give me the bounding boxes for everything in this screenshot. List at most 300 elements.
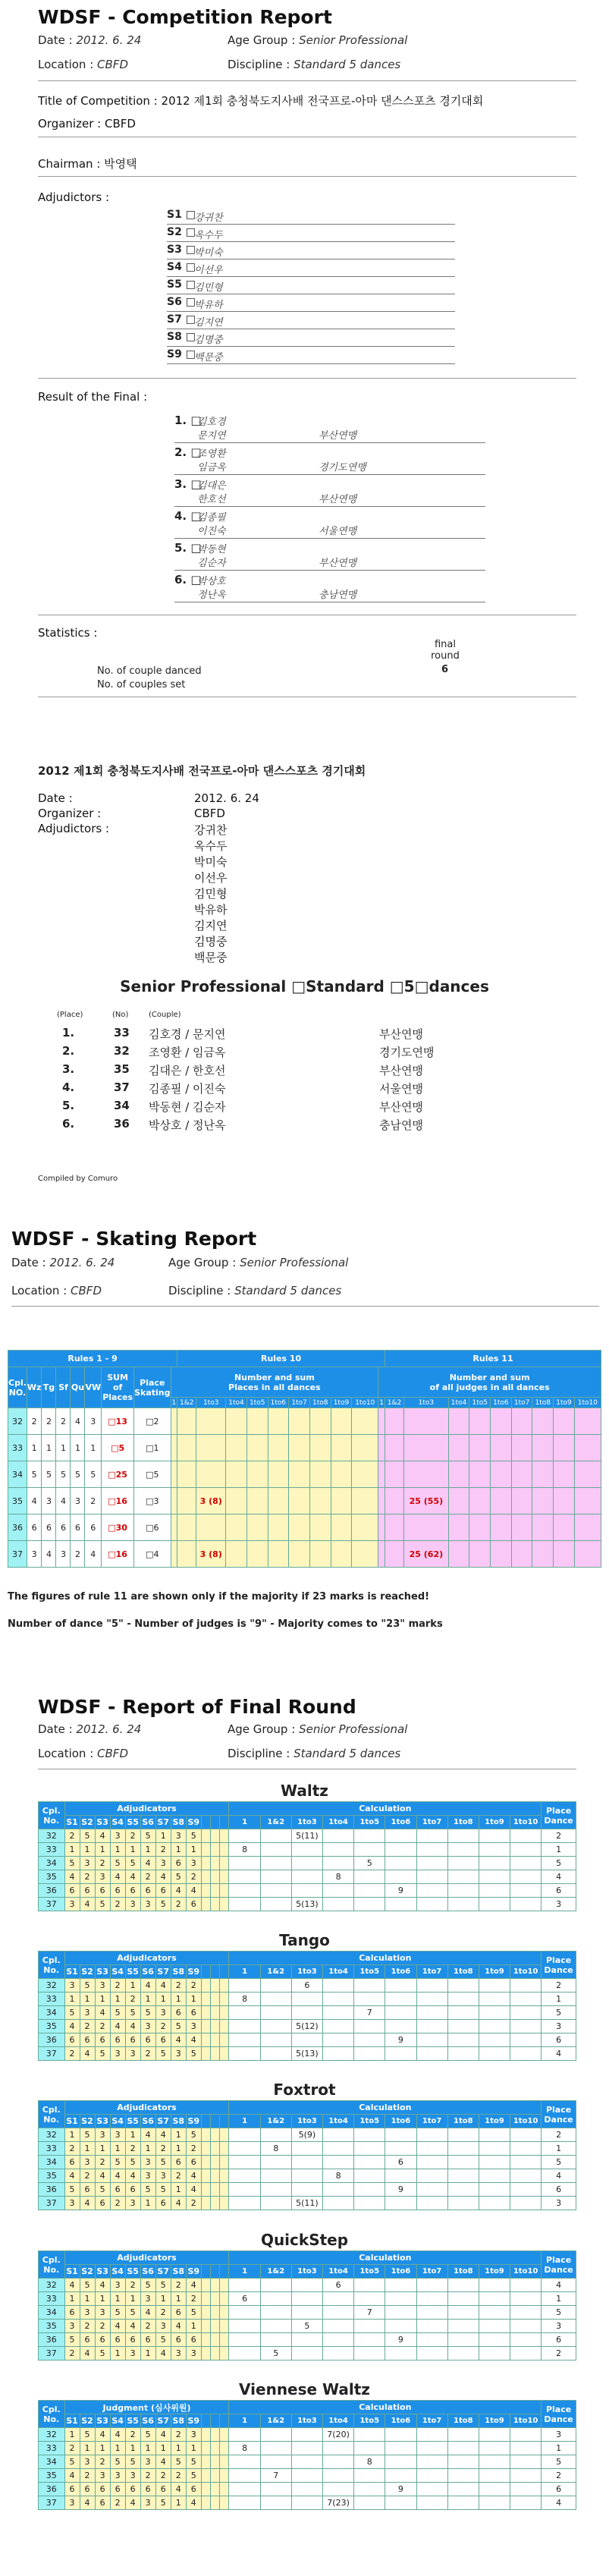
- rule10-cell: [309, 1461, 331, 1488]
- adjudicator-code: S6 □: [167, 296, 196, 308]
- calc-cell: 8: [323, 1870, 354, 1884]
- dance-title: QuickStep: [260, 2231, 349, 2249]
- judge-mark-empty: [220, 1884, 229, 1898]
- rules-10-subheader-line2: Places in all dances: [228, 1382, 321, 1392]
- calc-col-header: 1to5: [354, 1965, 385, 1979]
- rule10-cell: [289, 1541, 310, 1568]
- calc-cell: [385, 1993, 416, 2006]
- judge-mark-empty: [211, 1829, 220, 1843]
- judge-header: S1: [64, 1816, 80, 1829]
- place-dance: 1: [542, 1843, 576, 1857]
- calc-cell: [385, 2006, 416, 2020]
- rule11-cell: [532, 1435, 554, 1461]
- judge-header-empty: [201, 2414, 210, 2428]
- judge-mark: 1: [95, 1843, 110, 1857]
- dance-row: [39, 2033, 576, 2047]
- calc-cell: [479, 2333, 510, 2347]
- calc-cell: [229, 2047, 260, 2061]
- summary-couple: 김종필 / 이진숙: [149, 1082, 226, 1096]
- calc-col-header: 1&2: [260, 2265, 291, 2279]
- calc-cell: [229, 2197, 260, 2210]
- judge-mark: 6: [125, 1884, 140, 1898]
- calc-cell: [229, 2169, 260, 2183]
- judge-mark: 2: [186, 1870, 201, 1884]
- judge-mark: 3: [80, 2455, 95, 2469]
- judge-mark-empty: [220, 2428, 229, 2442]
- fr-date-label: Date :: [38, 1722, 73, 1736]
- judge-header-empty: [220, 2414, 229, 2428]
- calc-cell: [510, 2347, 542, 2361]
- judge-mark: 2: [155, 2020, 171, 2033]
- calc-cell: [479, 1843, 510, 1857]
- skating-row: [8, 1461, 601, 1488]
- judge-mark: 1: [140, 2142, 155, 2156]
- calc-cell: [416, 2428, 447, 2442]
- rules-11-subheader-line2: of all judges in all dances: [429, 1382, 550, 1392]
- calc-cell: [479, 2455, 510, 2469]
- couple-number: 32: [39, 2128, 65, 2142]
- rule10-cell: [226, 1435, 247, 1461]
- judge-mark: 6: [95, 2483, 110, 2496]
- calc-col-header: 1to8: [447, 1965, 479, 1979]
- judge-mark: 3: [64, 1898, 80, 1911]
- calc-cell: [447, 2197, 479, 2210]
- dance-row: [39, 1857, 576, 1870]
- judge-mark-empty: [220, 2142, 229, 2156]
- final-result-label: Result of the Final :: [38, 390, 148, 404]
- adjudicator-row: [167, 331, 455, 347]
- judge-mark: 1: [95, 2142, 110, 2156]
- summary-club: 서울연맹: [379, 1082, 423, 1096]
- calc-col-header: 1to8: [447, 2115, 479, 2128]
- judge-mark: 4: [171, 2320, 186, 2333]
- judge-mark: 2: [64, 2142, 80, 2156]
- rule10-cell: [196, 1461, 226, 1488]
- calc-col-header: 1to7: [416, 2115, 447, 2128]
- calc-cell: [229, 2183, 260, 2197]
- dance-row: [39, 2333, 576, 2347]
- final-round-title: WDSF - Report of Final Round: [38, 1696, 356, 1718]
- judge-mark: 5: [155, 2183, 171, 2197]
- calc-col-header: 1to7: [416, 2265, 447, 2279]
- rule11-cell: [574, 1541, 601, 1568]
- calc-col-header: 1to8: [309, 1398, 331, 1408]
- judge-mark: 4: [64, 1870, 80, 1884]
- calc-cell: [479, 1857, 510, 1870]
- judge-mark: 5: [110, 1857, 125, 1870]
- place-dance-header: Place Dance: [542, 2101, 576, 2128]
- calc-col-header: 1to5: [246, 1398, 268, 1408]
- dance-place: 2: [85, 1488, 102, 1514]
- judge-mark-empty: [201, 2306, 210, 2320]
- calc-cell: [260, 2169, 291, 2183]
- calc-cell: [354, 2197, 385, 2210]
- rule10-cell: [268, 1408, 289, 1435]
- rule10-cell: [177, 1435, 196, 1461]
- judge-mark-empty: [211, 2128, 220, 2142]
- calc-cell: [416, 2006, 447, 2020]
- judge-mark: 6: [171, 1857, 186, 1870]
- summary-club: 충남연맹: [379, 1118, 423, 1132]
- rule11-cell: [469, 1488, 491, 1514]
- calc-cell: 9: [385, 1884, 416, 1898]
- calc-col-header: 1to10: [510, 2115, 542, 2128]
- judge-mark: 4: [110, 2428, 125, 2442]
- judge-mark-empty: [211, 2347, 220, 2361]
- summary-adjudicator: 김지연: [194, 919, 228, 933]
- adjudicators-header: Adjudicators: [64, 1802, 229, 1816]
- rule10-cell: [331, 1514, 352, 1541]
- fr-age-label: Age Group :: [228, 1722, 296, 1736]
- adjudicators-label: Adjudictors :: [38, 190, 109, 204]
- judge-mark-empty: [211, 2183, 220, 2197]
- judge-mark: 6: [95, 2496, 110, 2510]
- summary-date-value: 2012. 6. 24: [194, 791, 259, 805]
- judge-header: S5: [125, 2115, 140, 2128]
- place-dance-header: Place Dance: [542, 1952, 576, 1979]
- skating-location-value: CBFD: [71, 1284, 102, 1297]
- dance-place: 6: [27, 1514, 42, 1541]
- calc-cell: [323, 1993, 354, 2006]
- rule11-cell: [469, 1435, 491, 1461]
- judge-header: S3: [95, 2414, 110, 2428]
- summary-adjudicator: 옥수두: [194, 839, 228, 853]
- judge-mark: 4: [110, 2320, 125, 2333]
- judge-mark: 5: [155, 1898, 171, 1911]
- calc-cell: [385, 1843, 416, 1857]
- judge-mark-empty: [220, 1993, 229, 2006]
- fr-discipline-value: Standard 5 dances: [294, 1747, 401, 1760]
- judge-mark: 4: [155, 2428, 171, 2442]
- judge-mark-empty: [201, 2156, 210, 2169]
- dance-row: [39, 2279, 576, 2292]
- judge-header-empty: [211, 2414, 220, 2428]
- skating-note-1: The figures of rule 11 are shown only if the majority if 23 marks is reached!: [8, 1591, 430, 1603]
- judge-mark: 3: [80, 1857, 95, 1870]
- judge-mark: 3: [140, 1898, 155, 1911]
- judge-mark-empty: [201, 1829, 210, 1843]
- calc-cell: 6: [385, 2156, 416, 2169]
- place-dance-header: Place Dance: [542, 2401, 576, 2428]
- judge-mark-empty: [211, 1884, 220, 1898]
- judge-mark: 2: [171, 2279, 186, 2292]
- judge-mark: 2: [80, 1870, 95, 1884]
- final-partner-1: 김대은: [197, 480, 226, 492]
- calc-cell: [416, 2333, 447, 2347]
- rule11-cell: [385, 1541, 404, 1568]
- calc-col-header: 1to6: [385, 2414, 416, 2428]
- chairman-label: Chairman :: [38, 157, 101, 171]
- judge-mark: 2: [64, 2047, 80, 2061]
- dance-place: 2: [56, 1408, 71, 1435]
- dance-col-header: Tg: [42, 1367, 56, 1408]
- place-skating: □4: [134, 1541, 171, 1568]
- rule11-cell: [378, 1488, 385, 1514]
- rules-1-9-header: Rules 1 - 9: [8, 1351, 177, 1367]
- judge-mark: 4: [80, 2496, 95, 2510]
- judge-mark-empty: [201, 2292, 210, 2306]
- judge-mark-empty: [201, 1898, 210, 1911]
- calc-cell: [229, 2455, 260, 2469]
- calc-cell: [479, 2428, 510, 2442]
- summary-number: 37: [114, 1080, 130, 1094]
- calc-col-header: 1to3: [291, 1816, 322, 1829]
- adjudicator-row: [167, 278, 455, 294]
- judge-mark: 4: [171, 2197, 186, 2210]
- rule10-cell: [177, 1408, 196, 1435]
- summary-place: 1.: [62, 1026, 75, 1040]
- adjudicator-name: 김민형: [194, 282, 223, 294]
- calc-cell: [229, 2142, 260, 2156]
- calc-cell: 9: [385, 2183, 416, 2197]
- judge-mark-empty: [211, 2496, 220, 2510]
- summary-adjudicator: 강귀찬: [194, 823, 228, 837]
- rule10-cell: [171, 1461, 177, 1488]
- judge-mark-empty: [201, 2020, 210, 2033]
- calc-cell: [260, 2279, 291, 2292]
- judge-mark-empty: [201, 2197, 210, 2210]
- judge-mark: 3: [95, 2469, 110, 2483]
- divider: [38, 80, 576, 81]
- judge-mark: 3: [186, 2020, 201, 2033]
- place-dance: 5: [542, 1857, 576, 1870]
- calc-cell: 9: [385, 2333, 416, 2347]
- calc-cell: [229, 2033, 260, 2047]
- judge-mark: 6: [80, 2033, 95, 2047]
- calc-cell: [479, 1993, 510, 2006]
- calc-col-header: 1to3: [291, 2265, 322, 2279]
- calc-cell: [385, 2320, 416, 2333]
- rule11-cell: [448, 1435, 469, 1461]
- judge-mark: 5: [125, 1857, 140, 1870]
- calc-cell: [416, 2306, 447, 2320]
- final-partner-1: 박동현: [197, 544, 226, 555]
- summary-number: 35: [114, 1062, 130, 1076]
- rule11-cell: [574, 1435, 601, 1461]
- judge-mark: 2: [171, 2469, 186, 2483]
- calc-cell: [510, 1843, 542, 1857]
- calc-cell: [510, 2320, 542, 2333]
- calc-cell: [323, 1857, 354, 1870]
- judge-mark-empty: [201, 2142, 210, 2156]
- col-couple-header: (Couple): [149, 1011, 181, 1019]
- judge-mark: 1: [155, 2292, 171, 2306]
- skating-age-field: [168, 1256, 348, 1269]
- judge-mark: 3: [171, 1829, 186, 1843]
- judge-mark: 2: [140, 2469, 155, 2483]
- rule11-cell: [385, 1488, 404, 1514]
- judge-mark: 5: [95, 1898, 110, 1911]
- place-dance: 4: [542, 2169, 576, 2183]
- summary-number: 33: [114, 1026, 130, 1040]
- calc-cell: [416, 2020, 447, 2033]
- judge-mark: 1: [95, 1993, 110, 2006]
- judge-mark: 6: [64, 2156, 80, 2169]
- rule11-cell: [491, 1435, 512, 1461]
- calc-cell: [291, 1857, 322, 1870]
- calc-cell: [323, 1829, 354, 1843]
- judge-mark-empty: [220, 1857, 229, 1870]
- place-dance: 3: [542, 2020, 576, 2033]
- calc-col-header: 1to10: [510, 1965, 542, 1979]
- title-of-competition: [38, 93, 483, 109]
- judge-mark: 1: [186, 1843, 201, 1857]
- place-dance: 3: [542, 2320, 576, 2333]
- judge-mark: 3: [155, 2320, 171, 2333]
- judge-mark: 6: [64, 2306, 80, 2320]
- adjudicators-header: Adjudicators: [64, 2101, 229, 2115]
- calc-cell: [510, 2306, 542, 2320]
- calc-cell: [416, 2128, 447, 2142]
- place-dance: 3: [542, 2197, 576, 2210]
- rule10-cell: [289, 1488, 310, 1514]
- judge-mark: 6: [80, 1884, 95, 1898]
- calc-col-header: 1to4: [323, 2115, 354, 2128]
- judge-header: S1: [64, 2414, 80, 2428]
- judge-mark: 1: [95, 2442, 110, 2455]
- dance-row: [39, 2006, 576, 2020]
- rule10-cell: [268, 1461, 289, 1488]
- judge-mark: 6: [110, 2033, 125, 2047]
- rule11-cell: [378, 1514, 385, 1541]
- judge-mark: 3: [171, 2347, 186, 2361]
- calc-cell: [479, 2156, 510, 2169]
- calc-col-header: 1to9: [479, 1965, 510, 1979]
- judge-mark-empty: [201, 2496, 210, 2510]
- skating-date-field: [11, 1256, 115, 1269]
- dance-table: [38, 2400, 576, 2510]
- calc-cell: [291, 2496, 322, 2510]
- calc-cell: [229, 1898, 260, 1911]
- place-dance: 6: [542, 2033, 576, 2047]
- calc-cell: 5(13): [291, 1898, 322, 1911]
- calc-col-header: 1to8: [447, 2265, 479, 2279]
- judge-mark-empty: [220, 2006, 229, 2020]
- rule10-cell: [268, 1435, 289, 1461]
- judge-mark: 2: [125, 1829, 140, 1843]
- judge-mark: 1: [110, 2292, 125, 2306]
- calculation-header: Calculation: [229, 2251, 542, 2265]
- calc-cell: [354, 2142, 385, 2156]
- summary-couple: 김대은 / 한호선: [149, 1064, 226, 1077]
- judge-mark-empty: [220, 1979, 229, 1993]
- calc-cell: [447, 2292, 479, 2306]
- rule10-cell: [309, 1488, 331, 1514]
- calc-cell: [354, 2320, 385, 2333]
- couple-number: 36: [8, 1514, 27, 1541]
- judge-mark: 5: [171, 2020, 186, 2033]
- skating-discipline-value: Standard 5 dances: [234, 1284, 342, 1297]
- judge-mark-empty: [220, 2020, 229, 2033]
- judge-mark: 3: [95, 1979, 110, 1993]
- judge-mark: 4: [64, 2279, 80, 2292]
- couple-number: 37: [39, 2496, 65, 2510]
- rule11-cell: [511, 1514, 532, 1541]
- calc-cell: 5(12): [291, 2020, 322, 2033]
- calc-cell: [510, 1993, 542, 2006]
- rule10-cell: 3 (8): [196, 1488, 226, 1514]
- judge-mark: 2: [80, 2469, 95, 2483]
- dance-place: 4: [71, 1408, 85, 1435]
- judge-mark: 5: [140, 2183, 155, 2197]
- judge-header-empty: [220, 2115, 229, 2128]
- calc-cell: [510, 2156, 542, 2169]
- judge-mark: 4: [110, 2020, 125, 2033]
- judge-mark: 4: [95, 2428, 110, 2442]
- calc-cell: [416, 2183, 447, 2197]
- final-round-header: [426, 639, 464, 662]
- final-place: 1. □: [174, 414, 202, 427]
- judge-mark: 6: [95, 2197, 110, 2210]
- couple-number: 32: [39, 2279, 65, 2292]
- judge-mark: 6: [80, 2183, 95, 2197]
- final-partner-1: 조영환: [197, 448, 226, 460]
- cpl-no-header: Cpl. No.: [39, 1802, 65, 1829]
- judge-mark-empty: [201, 2279, 210, 2292]
- rule11-cell: [385, 1435, 404, 1461]
- calc-cell: [323, 2183, 354, 2197]
- judge-mark: 3: [80, 2306, 95, 2320]
- rule10-cell: [352, 1435, 378, 1461]
- couple-number: 33: [39, 2442, 65, 2455]
- fr-discipline-label: Discipline :: [228, 1747, 290, 1760]
- sum-of-places: □16: [102, 1488, 134, 1514]
- judge-mark-empty: [220, 1898, 229, 1911]
- judge-header: S2: [80, 2115, 95, 2128]
- place-dance: 5: [542, 2455, 576, 2469]
- judge-mark: 3: [125, 2197, 140, 2210]
- calc-cell: 9: [385, 2483, 416, 2496]
- judge-mark-empty: [220, 2483, 229, 2496]
- calc-col-header: 1to10: [510, 2414, 542, 2428]
- rule11-cell: 25 (55): [404, 1488, 449, 1514]
- calc-cell: [354, 2483, 385, 2496]
- calc-col-header: 1to4: [226, 1398, 247, 1408]
- couple-number: 36: [39, 2183, 65, 2197]
- couple-number: 37: [39, 2047, 65, 2061]
- calc-cell: [416, 2455, 447, 2469]
- date-value: 2012. 6. 24: [76, 33, 142, 47]
- calc-col-header: 1to6: [385, 1965, 416, 1979]
- place-skating: □6: [134, 1514, 171, 1541]
- calc-cell: [291, 2033, 322, 2047]
- judge-mark: 3: [110, 1829, 125, 1843]
- judge-mark: 4: [186, 2183, 201, 2197]
- calc-cell: [354, 1870, 385, 1884]
- dance-row: [39, 2197, 576, 2210]
- calc-cell: 8: [229, 2442, 260, 2455]
- judge-mark: 4: [186, 2496, 201, 2510]
- judge-mark: 1: [80, 1993, 95, 2006]
- calc-cell: [323, 2469, 354, 2483]
- calc-cell: [510, 2442, 542, 2455]
- calc-col-header: 1to3: [196, 1398, 226, 1408]
- judge-header: S9: [186, 2265, 201, 2279]
- fr-age-field: [228, 1722, 407, 1736]
- calc-cell: [447, 2442, 479, 2455]
- calc-cell: [229, 2469, 260, 2483]
- calc-cell: [354, 1843, 385, 1857]
- judge-mark: 1: [125, 1979, 140, 1993]
- calc-cell: [260, 2442, 291, 2455]
- place-dance: 4: [542, 2047, 576, 2061]
- calc-col-header: 1to7: [289, 1398, 310, 1408]
- calc-cell: [229, 1884, 260, 1898]
- judge-mark-empty: [220, 2169, 229, 2183]
- judge-mark: 5: [140, 2006, 155, 2020]
- dance-row: [39, 1993, 576, 2006]
- calc-cell: [510, 1829, 542, 1843]
